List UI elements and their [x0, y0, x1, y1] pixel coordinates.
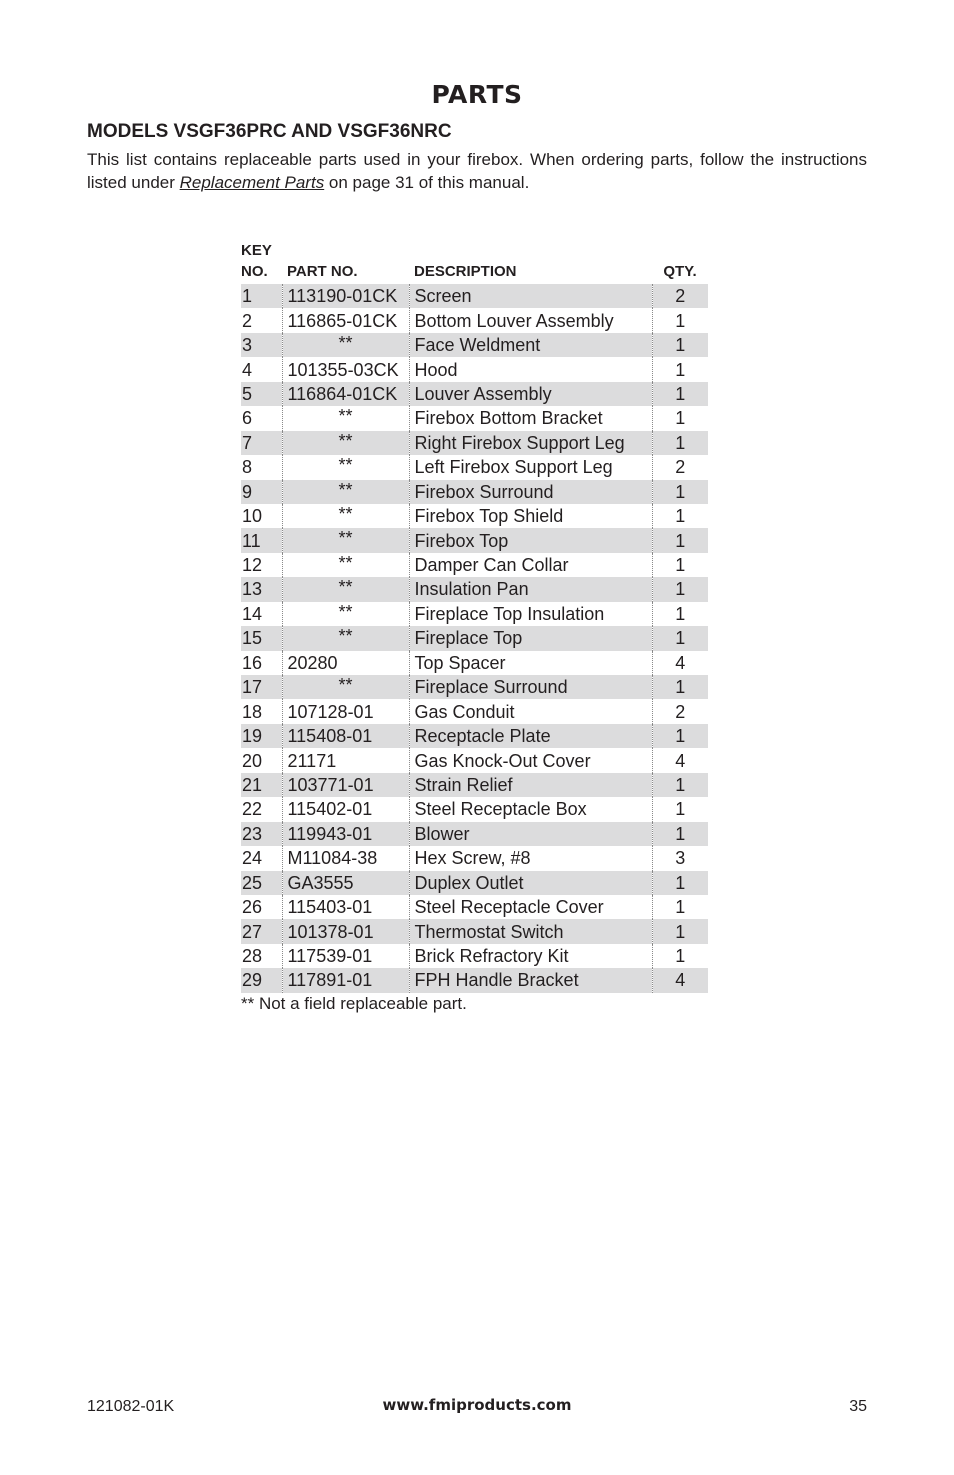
part-no-cell: ** [282, 406, 409, 430]
description-cell: Strain Relief [409, 773, 652, 797]
part-no-cell: 117891-01 [282, 968, 409, 992]
part-no-cell: ** [282, 675, 409, 699]
key-no-cell: 21 [241, 773, 282, 797]
table-row [241, 357, 708, 381]
key-no-cell: 6 [242, 408, 253, 429]
header-key-line1: KEY [241, 242, 272, 259]
table-row [241, 528, 708, 552]
description-cell: Receptacle Plate [409, 724, 652, 748]
part-no-cell: 107128-01 [282, 699, 409, 723]
description-cell: Top Spacer [409, 651, 652, 675]
description-cell: Brick Refractory Kit [409, 944, 652, 968]
description-cell: Hex Screw, #8 [409, 846, 652, 870]
part-no-cell: 119943-01 [282, 822, 409, 846]
part-no-cell: 117539-01 [282, 944, 409, 968]
header-part-no: PART NO. [287, 263, 358, 280]
table-row [241, 773, 708, 797]
page-title: PARTS [431, 80, 523, 109]
qty-cell: 2 [652, 284, 708, 308]
qty-cell: 1 [652, 431, 708, 455]
part-no-cell: ** [282, 626, 409, 650]
table-row [241, 553, 708, 577]
key-no-cell: 9 [241, 480, 282, 504]
table-row [241, 626, 708, 650]
part-no-cell: GA3555 [282, 871, 409, 895]
description-cell: Insulation Pan [409, 577, 652, 601]
key-no-cell: 23 [241, 822, 282, 846]
description-cell: Right Firebox Support Leg [409, 431, 652, 455]
description-cell: Steel Receptacle Cover [409, 895, 652, 919]
description-cell: Fireplace Top Insulation [409, 602, 652, 626]
footer-page-number: 35 [849, 1398, 867, 1415]
description-cell: Blower [409, 822, 652, 846]
key-no-cell: 16 [242, 652, 263, 673]
replacement-parts-reference: Replacement Parts [179, 173, 325, 192]
table-row [241, 308, 708, 332]
part-no-cell: ** [282, 431, 409, 455]
section-heading: MODELS VSGF36PRC AND VSGF36NRC [87, 121, 452, 142]
table-row [241, 651, 708, 675]
qty-cell: 2 [652, 455, 708, 479]
intro-paragraph [87, 148, 867, 194]
part-no-cell: 115403-01 [282, 895, 409, 919]
table-row [241, 944, 708, 968]
key-no-cell: 17 [241, 675, 282, 699]
key-no-cell: 18 [242, 701, 263, 722]
table-row [241, 871, 708, 895]
part-no-cell: ** [282, 577, 409, 601]
table-row [241, 577, 708, 601]
qty-cell: 1 [652, 333, 708, 357]
qty-cell: 1 [652, 626, 708, 650]
part-no-cell: 116865-01CK [282, 308, 409, 332]
header-key-line2: NO. [241, 263, 268, 280]
part-no-cell: ** [282, 602, 409, 626]
table-row [241, 748, 708, 772]
description-cell: Face Weldment [409, 333, 652, 357]
description-cell: Hood [409, 357, 652, 381]
table-row [241, 699, 708, 723]
key-no-cell: 25 [241, 871, 282, 895]
intro-text-end: on page 31 of this manual. [324, 173, 530, 192]
key-no-cell: 20 [242, 750, 263, 771]
table-row [241, 968, 708, 992]
key-no-cell: 3 [241, 333, 282, 357]
table-row [241, 797, 708, 821]
key-no-cell: 15 [241, 626, 282, 650]
qty-cell: 1 [652, 406, 708, 430]
part-no-cell: 115408-01 [282, 724, 409, 748]
part-no-cell: ** [282, 455, 409, 479]
part-no-cell: ** [282, 504, 409, 528]
header-key-no [241, 240, 282, 284]
footnote: ** Not a field replaceable part. [241, 994, 467, 1013]
key-no-cell: 10 [242, 506, 263, 527]
qty-cell: 3 [652, 846, 708, 870]
qty-cell: 1 [652, 602, 708, 626]
table-row [241, 333, 708, 357]
qty-cell: 2 [652, 699, 708, 723]
description-cell: Fireplace Top [409, 626, 652, 650]
description-cell: Duplex Outlet [409, 871, 652, 895]
description-cell: Firebox Bottom Bracket [409, 406, 652, 430]
part-no-cell: ** [282, 553, 409, 577]
part-no-cell: ** [282, 480, 409, 504]
footer-website: www.fmiproducts.com [382, 1396, 572, 1414]
parts-table [241, 240, 708, 993]
table-row [241, 919, 708, 943]
qty-cell: 1 [652, 357, 708, 381]
qty-cell: 1 [652, 895, 708, 919]
key-no-cell: 22 [242, 799, 263, 820]
part-no-cell: 103771-01 [282, 773, 409, 797]
part-no-cell: 115402-01 [282, 797, 409, 821]
qty-cell: 1 [652, 773, 708, 797]
table-row [241, 724, 708, 748]
part-no-cell: 20280 [282, 651, 409, 675]
table-row [241, 382, 708, 406]
key-no-cell: 28 [242, 946, 263, 967]
qty-cell: 1 [652, 382, 708, 406]
qty-cell: 1 [652, 480, 708, 504]
part-no-cell: 113190-01CK [282, 284, 409, 308]
table-row [241, 602, 708, 626]
description-cell: Thermostat Switch [409, 919, 652, 943]
key-no-cell: 8 [242, 457, 253, 478]
description-cell: Screen [409, 284, 652, 308]
description-cell: Firebox Top [409, 528, 652, 552]
description-cell: Gas Knock-Out Cover [409, 748, 652, 772]
key-no-cell: 2 [242, 310, 253, 331]
qty-cell: 1 [652, 308, 708, 332]
key-no-cell: 4 [242, 359, 253, 380]
description-cell: Left Firebox Support Leg [409, 455, 652, 479]
description-cell: Louver Assembly [409, 382, 652, 406]
key-no-cell: 19 [241, 724, 282, 748]
part-no-cell: ** [282, 333, 409, 357]
part-no-cell: 21171 [282, 748, 409, 772]
parts-table-header [241, 240, 708, 284]
qty-cell: 1 [652, 577, 708, 601]
key-no-cell: 26 [242, 897, 263, 918]
table-row [241, 504, 708, 528]
description-cell: Fireplace Surround [409, 675, 652, 699]
qty-cell: 1 [652, 553, 708, 577]
table-row [241, 284, 708, 308]
qty-cell: 1 [652, 944, 708, 968]
qty-cell: 1 [652, 504, 708, 528]
table-row [241, 895, 708, 919]
qty-cell: 1 [652, 724, 708, 748]
table-row [241, 822, 708, 846]
footer-document-number: 121082-01K [87, 1398, 175, 1415]
table-row [241, 846, 708, 870]
part-no-cell: 101355-03CK [282, 357, 409, 381]
header-qty: QTY. [663, 263, 697, 280]
table-row [241, 675, 708, 699]
key-no-cell: 13 [241, 577, 282, 601]
key-no-cell: 7 [241, 431, 282, 455]
qty-cell: 4 [652, 748, 708, 772]
parts-table-body [241, 284, 708, 993]
intro-text-start: This list contains replaceable parts used in your firebox. When ordering parts, follow the instructions listed under [87, 150, 867, 192]
key-no-cell: 1 [241, 284, 282, 308]
qty-cell: 4 [652, 651, 708, 675]
header-description: DESCRIPTION [414, 263, 517, 280]
qty-cell: 1 [652, 528, 708, 552]
part-no-cell: 116864-01CK [282, 382, 409, 406]
qty-cell: 1 [652, 675, 708, 699]
part-no-cell: ** [282, 528, 409, 552]
qty-cell: 1 [652, 871, 708, 895]
table-row [241, 480, 708, 504]
table-row [241, 406, 708, 430]
key-no-cell: 12 [242, 555, 263, 576]
qty-cell: 1 [652, 822, 708, 846]
key-no-cell: 24 [242, 848, 263, 869]
description-cell: Gas Conduit [409, 699, 652, 723]
key-no-cell: 11 [241, 528, 282, 552]
qty-cell: 1 [652, 797, 708, 821]
table-row [241, 431, 708, 455]
table-row [241, 455, 708, 479]
part-no-cell: M11084-38 [282, 846, 409, 870]
key-no-cell: 5 [241, 382, 282, 406]
description-cell: FPH Handle Bracket [409, 968, 652, 992]
key-no-cell: 27 [241, 919, 282, 943]
qty-cell: 4 [652, 968, 708, 992]
description-cell: Damper Can Collar [409, 553, 652, 577]
part-no-cell: 101378-01 [282, 919, 409, 943]
description-cell: Bottom Louver Assembly [409, 308, 652, 332]
description-cell: Firebox Top Shield [409, 504, 652, 528]
qty-cell: 1 [652, 919, 708, 943]
key-no-cell: 29 [241, 968, 282, 992]
description-cell: Firebox Surround [409, 480, 652, 504]
description-cell: Steel Receptacle Box [409, 797, 652, 821]
key-no-cell: 14 [242, 603, 263, 624]
